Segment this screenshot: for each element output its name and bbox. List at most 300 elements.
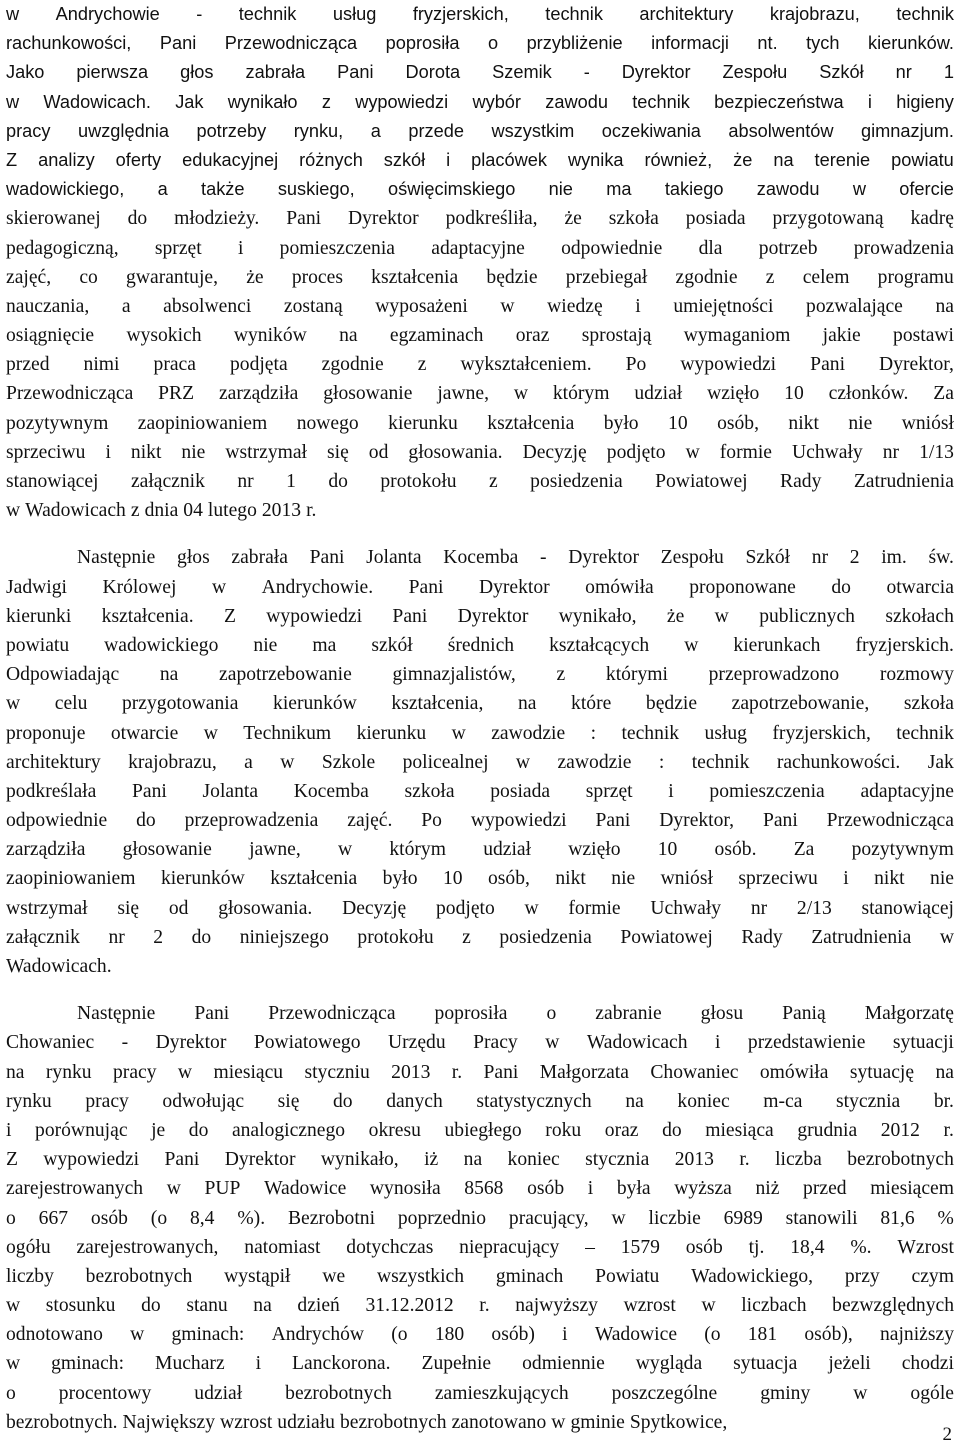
word: stanu: [186, 1295, 228, 1317]
word: jakie: [822, 325, 861, 347]
word: 10: [442, 868, 463, 890]
word: i: [446, 149, 451, 170]
word: wstrzymał: [225, 441, 307, 463]
word: powiatu: [891, 149, 954, 170]
word: nr: [882, 441, 900, 463]
word: suskiego,: [277, 179, 355, 200]
word: udział: [194, 1382, 243, 1404]
text-line: [6, 1058, 954, 1087]
word: że: [564, 208, 582, 230]
text-line: [6, 1349, 954, 1378]
word: PUP: [204, 1178, 241, 1200]
word: Wadowicach.: [6, 956, 112, 977]
word: –: [585, 1236, 595, 1258]
word: architektury: [639, 4, 734, 24]
word: uwzględnia: [77, 120, 169, 141]
word: zajęć.: [347, 810, 393, 832]
word: takiego: [664, 179, 724, 200]
word: poprzednio: [397, 1207, 487, 1229]
word: nie: [181, 441, 206, 463]
word: natomiast: [244, 1236, 321, 1258]
word: kształcących: [549, 634, 650, 656]
word: im.: [881, 547, 907, 569]
word: 8,4: [189, 1207, 215, 1229]
word: nr: [237, 471, 254, 492]
word: 1: [943, 62, 954, 83]
word: pracy: [85, 1090, 129, 1112]
word: posiada: [490, 780, 551, 802]
word: rachunkowości.: [776, 751, 901, 773]
word: na: [935, 295, 954, 317]
word: odmiennie: [522, 1353, 605, 1375]
word: nikt: [874, 868, 905, 890]
word: podjęta: [229, 354, 288, 376]
word: głosowania.: [408, 441, 503, 463]
paragraph-gap: [6, 981, 954, 999]
word: osób,: [717, 412, 759, 434]
word: edukacyjnej: [182, 149, 279, 170]
word: r.: [943, 1119, 954, 1141]
word: stycznia: [836, 1090, 901, 1112]
word: usług: [332, 4, 377, 24]
word: w: [500, 295, 515, 317]
word: bezrobotnych: [339, 1411, 447, 1433]
text-line: [6, 923, 954, 952]
word: z: [462, 926, 471, 948]
word: stanowili: [785, 1207, 858, 1229]
word: wypowiedzi: [470, 810, 567, 832]
word: statystycznych: [476, 1090, 592, 1112]
word: przeprowadzenia: [184, 810, 319, 832]
word: w: [714, 605, 729, 627]
word: od: [168, 897, 189, 919]
word: celu: [54, 693, 88, 715]
word: przed: [803, 1178, 847, 1200]
word: Kocemba: [443, 547, 519, 569]
word: z: [321, 91, 331, 112]
document-page: [6, 0, 954, 1437]
word: pracy: [6, 120, 51, 141]
word: sytuacja: [733, 1353, 798, 1375]
word: przebiegał: [565, 266, 648, 288]
word: stanowiącej: [861, 897, 954, 919]
word: podjęto: [606, 441, 666, 463]
word: św.: [928, 547, 954, 569]
word: Dyrektor: [155, 1032, 227, 1054]
word: o: [6, 1207, 16, 1229]
word: młodzieży.: [174, 208, 260, 230]
text-line: [6, 409, 954, 438]
word: adaptacyjne: [431, 237, 525, 259]
word: na: [463, 1149, 483, 1171]
text-line: [6, 496, 954, 525]
word: wniósł: [901, 412, 954, 434]
word: Małgorzata: [539, 1061, 629, 1083]
word: najniższy: [880, 1324, 954, 1346]
word: wniósł: [660, 868, 713, 890]
word: -: [540, 547, 547, 569]
text-line: [6, 835, 954, 864]
paragraph: [6, 999, 954, 1437]
word: w: [337, 839, 353, 861]
word: Wadowickiego,: [691, 1265, 814, 1287]
word: Pracy: [473, 1032, 518, 1054]
text-line: [6, 1028, 954, 1057]
word: i: [562, 1324, 568, 1346]
word: usług: [704, 722, 747, 744]
text-line: [6, 602, 954, 631]
word: prowadzenia: [853, 237, 954, 259]
word: w: [6, 91, 20, 112]
word: rachunkowości,: [6, 33, 132, 54]
text-line: [6, 894, 954, 923]
word: się: [117, 897, 140, 919]
word: nikt: [555, 868, 586, 890]
paragraph: [6, 0, 954, 525]
word: Dyrektor: [621, 62, 691, 83]
word: wzrost: [623, 1295, 676, 1317]
text-line: [6, 292, 954, 321]
word: Andrychowie: [55, 4, 160, 24]
word: sprostają: [581, 325, 652, 347]
word: Decyzję: [342, 897, 407, 919]
word: że: [246, 266, 264, 288]
word: zarządziła: [218, 383, 299, 405]
word: protokołu: [357, 926, 434, 948]
word: z: [489, 471, 498, 492]
word: wzięło: [707, 383, 760, 405]
word: Następnie: [77, 1003, 156, 1025]
word: danych: [386, 1090, 443, 1112]
word: 181: [747, 1324, 778, 1346]
text-line: [6, 146, 954, 175]
word: i: [255, 1353, 262, 1375]
word: egzaminach: [389, 325, 484, 347]
word: zapotrzebowanie: [219, 664, 352, 686]
word: ogółu: [6, 1236, 51, 1258]
word: Uchwały: [792, 441, 863, 463]
word: Zespołu: [722, 62, 788, 83]
word: Szkole: [321, 751, 376, 773]
word: osób: [527, 1178, 565, 1200]
word: ubiegłego: [444, 1119, 522, 1141]
word: wzięło: [568, 839, 621, 861]
word: niepracujący: [459, 1236, 560, 1258]
word: w: [451, 722, 466, 744]
word: wygląda: [635, 1353, 703, 1375]
word: dnia: [144, 500, 179, 522]
word: w: [515, 751, 531, 773]
word: Po: [625, 354, 647, 376]
word: różnych: [299, 149, 363, 170]
word: w: [6, 1353, 21, 1375]
word: w: [939, 926, 954, 948]
word: 8568: [464, 1178, 504, 1200]
word: przedstawienie: [747, 1032, 866, 1054]
word: Przewodnicząca: [826, 810, 954, 832]
word: Dyrektor: [568, 547, 639, 569]
word: 2: [153, 926, 164, 948]
word: we: [322, 1265, 346, 1287]
word: 2/13: [796, 897, 832, 919]
word: zawodu: [756, 179, 820, 200]
word: oczekiwania: [601, 120, 701, 141]
word: Bezrobotni: [287, 1207, 376, 1229]
word: szkołach: [885, 605, 954, 627]
word: w: [6, 4, 20, 24]
word: gminach:: [51, 1353, 125, 1375]
word: udziału: [277, 1411, 335, 1433]
word: w: [853, 1382, 868, 1404]
word: szkoła: [404, 780, 455, 802]
word: na: [935, 1061, 954, 1083]
word: 667: [38, 1207, 69, 1229]
word: technik: [632, 91, 690, 112]
word: się: [277, 1090, 300, 1112]
word: programu: [877, 266, 954, 288]
word: Zupełnie: [421, 1353, 492, 1375]
text-line: [6, 467, 954, 496]
word: Przewodnicząca: [268, 1003, 396, 1025]
word: okresu: [368, 1119, 421, 1141]
word: absolwentów: [728, 120, 834, 141]
word: wybór: [472, 91, 521, 112]
word: oraz: [604, 1119, 639, 1141]
word: Jak: [927, 751, 954, 773]
word: Wadowicach.: [43, 91, 151, 112]
word: udział: [634, 383, 683, 405]
word: będzie: [486, 266, 538, 288]
word: bezrobotnych: [847, 1149, 954, 1171]
word: potrzeb: [758, 237, 818, 259]
word: na: [339, 325, 358, 347]
word: o: [6, 1382, 16, 1404]
word: powiatu: [6, 634, 70, 656]
text-line: [6, 0, 954, 29]
word: nr: [108, 926, 125, 948]
word: tj.: [748, 1236, 765, 1258]
word: ma: [606, 179, 632, 200]
word: co: [79, 266, 98, 288]
word: wystąpił: [224, 1265, 291, 1287]
word: formie: [719, 441, 772, 463]
word: proces: [291, 266, 343, 288]
word: podkreśliła,: [445, 208, 538, 230]
word: porównując: [35, 1119, 128, 1141]
word: z: [765, 266, 775, 288]
word: r.: [739, 1149, 750, 1171]
text-line: [6, 1204, 954, 1233]
text-line: [6, 175, 954, 204]
text-line: [6, 806, 954, 835]
word: i: [6, 1119, 12, 1141]
word: Dorota: [405, 62, 461, 83]
word: technik: [691, 751, 750, 773]
word: (o: [704, 1324, 721, 1346]
word: Powiatowej: [655, 471, 748, 492]
word: gminach:: [171, 1324, 245, 1346]
word: miesiącu: [213, 1061, 284, 1083]
word: Z: [6, 149, 18, 170]
word: dzień: [297, 1295, 340, 1317]
text-line: [6, 777, 954, 806]
word: zawodzie: [557, 751, 632, 773]
word: Za: [933, 383, 954, 405]
word: technik: [896, 722, 954, 744]
word: publicznych: [759, 605, 855, 627]
text-line: [6, 689, 954, 718]
word: którym: [552, 383, 610, 405]
word: wszystkich: [376, 1265, 465, 1287]
word: 1/13: [919, 441, 954, 463]
word: nimi: [83, 354, 120, 376]
word: policealnej: [402, 751, 489, 773]
word: skierowanej: [6, 208, 101, 230]
word: Andrychowie.: [261, 576, 374, 598]
word: technik: [545, 4, 603, 24]
word: szkoła: [903, 693, 954, 715]
text-line: [6, 379, 954, 408]
text-line: [6, 88, 954, 117]
word: procentowy: [58, 1382, 152, 1404]
word: -: [196, 4, 203, 24]
word: i: [843, 868, 849, 890]
word: jawne,: [249, 839, 301, 861]
word: jawne,: [437, 383, 489, 405]
word: nauczania,: [6, 295, 90, 317]
word: w: [684, 634, 699, 656]
word: technik: [238, 4, 297, 24]
text-line: [6, 748, 954, 777]
word: rynku: [45, 1061, 92, 1083]
word: Po: [421, 810, 442, 832]
word: zgodnie: [321, 354, 384, 376]
word: na: [773, 149, 794, 170]
word: adaptacyjne: [860, 780, 954, 802]
word: średnich: [447, 634, 515, 656]
word: Wadowicach: [25, 500, 126, 522]
word: zabrała: [245, 62, 306, 83]
word: Z: [223, 605, 236, 627]
word: analizy: [38, 149, 95, 170]
word: 10: [784, 383, 804, 405]
word: %.: [850, 1236, 872, 1258]
word: je: [151, 1119, 166, 1141]
word: kadrę: [910, 208, 954, 230]
word: nie: [548, 179, 573, 200]
word: głos: [180, 62, 214, 83]
word: Dyrektor,: [659, 810, 735, 832]
word: otwarcia: [886, 576, 954, 598]
word: nikt: [788, 412, 819, 434]
word: do: [141, 1295, 161, 1317]
word: sytuacji: [892, 1032, 954, 1054]
word: i: [668, 780, 674, 802]
text-line: [6, 573, 954, 602]
word: Andrychów: [271, 1324, 365, 1346]
word: Pani: [408, 576, 444, 598]
word: do: [333, 1090, 353, 1112]
word: gimnazjalistów,: [392, 664, 516, 686]
word: potrzeby: [196, 120, 267, 141]
text-line: [6, 660, 954, 689]
word: przeprowadzono: [708, 664, 840, 686]
word: osób,: [487, 868, 530, 890]
word: technik: [896, 4, 954, 24]
word: z: [556, 664, 566, 686]
word: wypowiedzi: [680, 354, 777, 376]
word: Jolanta: [366, 547, 422, 569]
page-number: 2: [942, 1424, 952, 1445]
word: r.: [451, 1061, 463, 1083]
word: w: [166, 1178, 181, 1200]
word: kształcenia: [270, 868, 358, 890]
word: przybliżenie: [526, 33, 623, 54]
word: pedagogiczną,: [6, 237, 119, 259]
word: higieny: [896, 91, 954, 112]
word: wypowiedzi: [355, 91, 449, 112]
word: kierunków.: [867, 33, 954, 54]
word: zanotowano: [451, 1411, 547, 1433]
word: terenie: [814, 149, 871, 170]
word: nr: [895, 62, 912, 83]
word: odpowiednie: [6, 810, 108, 832]
word: na: [625, 1090, 644, 1112]
word: wynikało,: [558, 605, 637, 627]
word: nr: [750, 897, 768, 919]
word: celem: [802, 266, 850, 288]
word: Pani: [132, 780, 167, 802]
word: wadowickiego: [104, 634, 219, 656]
word: a: [157, 179, 168, 200]
word: protokołu: [380, 471, 457, 492]
word: sytuację: [849, 1061, 915, 1083]
paragraph: [6, 543, 954, 981]
word: w: [130, 1324, 145, 1346]
word: osiągnięcie: [6, 325, 95, 347]
word: Uchwały: [650, 897, 722, 919]
word: w: [852, 179, 866, 200]
word: wyższa: [674, 1178, 732, 1200]
word: przygotowania: [121, 693, 239, 715]
word: i: [105, 441, 111, 463]
word: w: [211, 576, 227, 598]
word: wyników: [233, 325, 307, 347]
word: Z: [6, 1149, 18, 1171]
word: osób): [491, 1324, 535, 1346]
word: m-ca: [763, 1090, 803, 1112]
word: pozytywnym: [6, 412, 109, 434]
word: placówek: [471, 149, 547, 170]
word: Lanckorona.: [292, 1353, 391, 1375]
word: pomieszczenia: [709, 780, 825, 802]
text-line: [6, 263, 954, 292]
word: bezrobotnych: [85, 1265, 193, 1287]
word: wymaganiom: [683, 325, 791, 347]
text-line: [6, 204, 954, 233]
word: Szemik: [492, 62, 552, 83]
word: zawodu: [545, 91, 608, 112]
word: do: [831, 576, 851, 598]
word: zabrała: [231, 547, 288, 569]
word: stycznia: [585, 1149, 650, 1171]
word: -: [583, 62, 590, 83]
word: Panią: [782, 1003, 826, 1025]
word: podkreślała: [6, 780, 97, 802]
text-line: [6, 719, 954, 748]
word: na: [517, 693, 537, 715]
word: ma: [312, 634, 337, 656]
